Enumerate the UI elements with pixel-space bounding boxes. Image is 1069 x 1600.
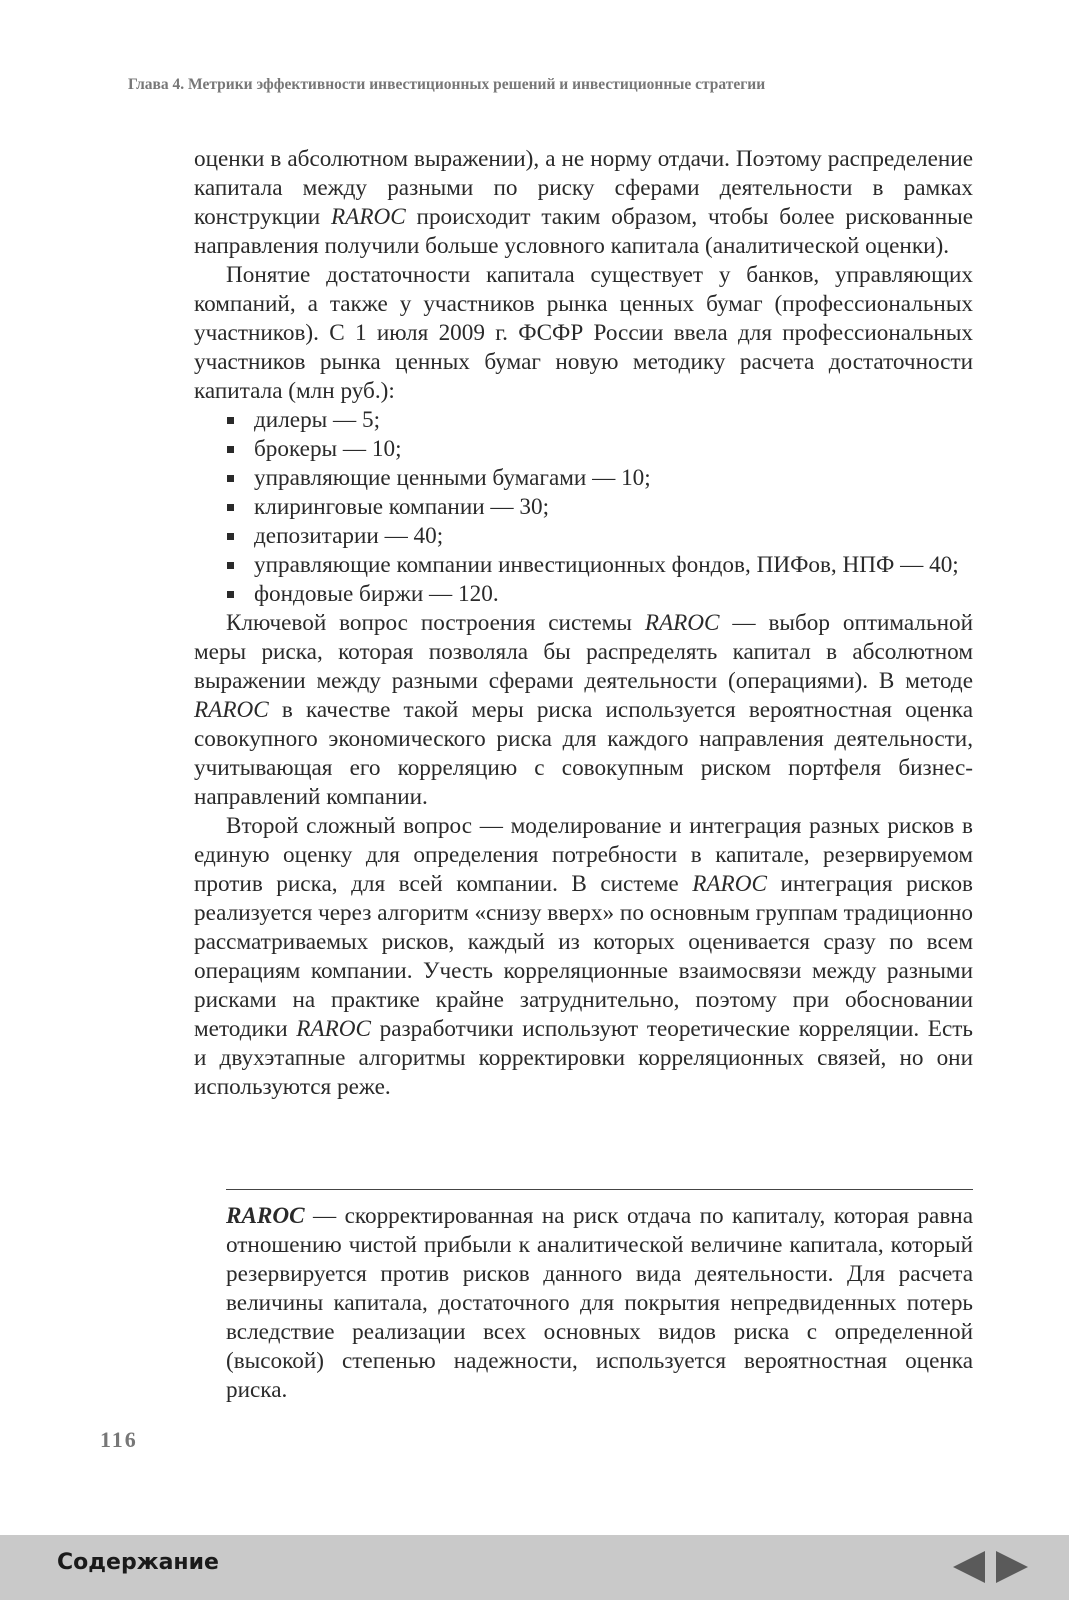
list-item	[194, 580, 973, 609]
table-of-contents-button[interactable]: Содержание	[57, 1550, 219, 1575]
raroc-term: RAROC	[692, 871, 767, 897]
list-item	[194, 493, 973, 522]
paragraph-4: Второй сложный вопрос — моделирование и интеграция разных рисков в единую оценку для определения потребности в капитале, резервируемом против риска, для всей компании. В системе RAROC интеграция рисков реализуется через алгоритм «снизу вверх» по основным группам традиционно рассматриваемых рисков, каждый из которых оценивается сразу по всем операциям компании. Учесть корреляционные взаимосвязи между разными рисками на практике крайне затруднительно, поэтому при обосновании методики RAROC разработчики используют теоретические корреляции. Есть и двухэтапные алгоритмы корректировки корреляционных связей, но они используются реже.	[194, 813, 973, 1100]
paragraph-2: Понятие достаточности капитала существует у банков, управляющих компаний, а также у участников рынка ценных бумаг (профессиональных участников). С 1 июля 2009 г. ФСФР России ввела для профессиональных участников рынка ценных бумаг новую методику расчета достаточности капитала (млн руб.):	[194, 262, 973, 404]
definition-box	[226, 1189, 973, 1405]
definition-text: — скорректированная на риск отдача по капиталу, которая равна отношению чистой прибыли к аналитической величине капитала, который резервируется против рисков данного вида деятельности. Для расчета величины капитала, достаточного для покрытия непредвиденных потерь вследствие реализации всех основных видов риска с определенной (высокой) степенью надежности, используется вероятностная оценка риска.	[226, 1203, 973, 1403]
list-item	[194, 551, 973, 580]
list-item	[194, 522, 973, 551]
previous-page-icon[interactable]	[953, 1551, 985, 1583]
square-bullet-icon	[227, 475, 234, 482]
raroc-term: RAROC	[644, 610, 720, 636]
square-bullet-icon	[227, 533, 234, 540]
square-bullet-icon	[227, 504, 234, 511]
list-item-text: брокеры — 10;	[254, 436, 402, 462]
paragraph-3: Ключевой вопрос построения системы RAROC — выбор оптимальной меры риска, которая позволяла бы распределять капитал в абсолютном выражении между разными сферами деятельности (операциями). В методе RAROC в качестве такой меры риска используется вероятностная оценка совокупного экономического риска для каждого направления деятельности, учитывающая его корреляцию с совокупным риском портфеля бизнес-направлений компании.	[194, 610, 973, 810]
square-bullet-icon	[227, 446, 234, 453]
page-body	[194, 145, 973, 1102]
raroc-term: RAROC	[194, 697, 269, 723]
square-bullet-icon	[227, 562, 234, 569]
list-item	[194, 406, 973, 435]
next-page-icon[interactable]	[996, 1551, 1028, 1583]
list-item-text: управляющие ценными бумагами — 10;	[254, 465, 651, 491]
list-item	[194, 435, 973, 464]
list-item-text: депозитарии — 40;	[254, 523, 444, 549]
raroc-term: RAROC	[296, 1016, 371, 1042]
raroc-term: RAROC	[331, 204, 406, 230]
paragraph-1: оценки в абсолютном выражении), а не норму отдачи. Поэтому распределение капитала между разными по риску сферами деятельности в рамках конструкции RAROC происходит таким образом, чтобы более рискованные направления получили больше условного капитала (аналитической оценки).	[194, 146, 973, 259]
square-bullet-icon	[227, 591, 234, 598]
list-item-text: клиринговые компании — 30;	[254, 494, 550, 520]
square-bullet-icon	[227, 417, 234, 424]
definition-term: RAROC	[226, 1203, 305, 1229]
page-number: 116	[100, 1427, 138, 1452]
navigation-bar	[0, 1535, 1069, 1600]
list-item	[194, 464, 973, 493]
capital-requirements-list	[194, 406, 973, 609]
running-head: Глава 4. Метрики эффективности инвестиционных решений и инвестиционные стратегии	[128, 76, 766, 93]
list-item-text: дилеры — 5;	[254, 407, 381, 433]
list-item-text: управляющие компании инвестиционных фондов, ПИФов, НПФ — 40;	[254, 552, 959, 578]
list-item-text: фондовые биржи — 120.	[254, 581, 499, 607]
